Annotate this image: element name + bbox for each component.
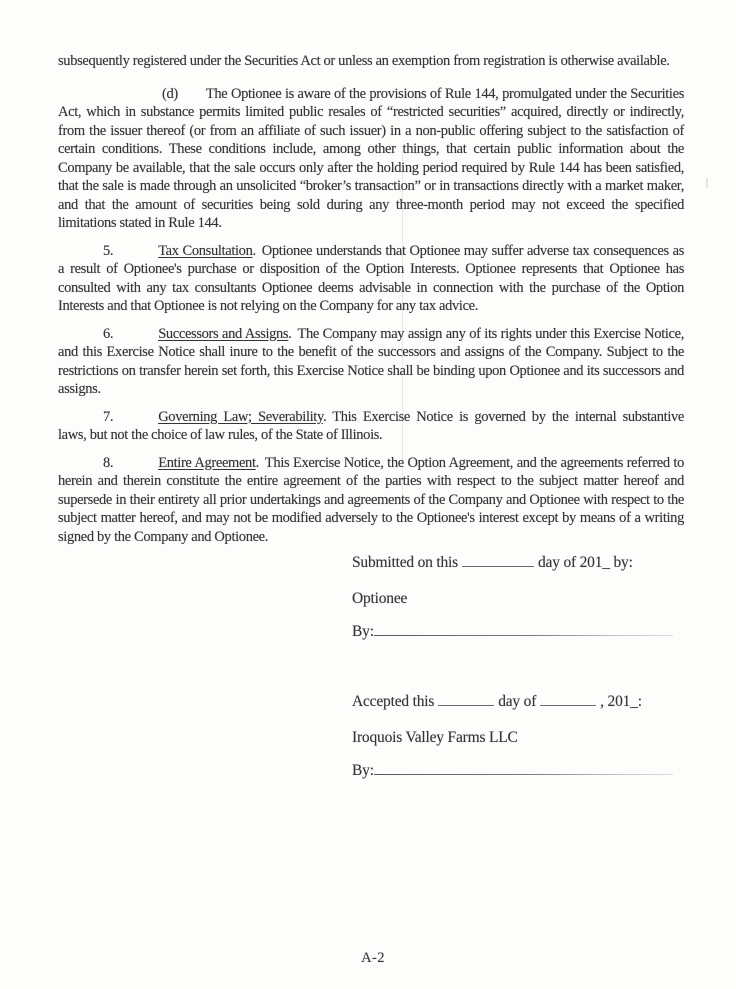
section-8-heading-period: . [255, 454, 259, 471]
section-6-successors-and-assigns [58, 325, 684, 399]
day-blank-line [462, 552, 534, 567]
optionee-party-label: Optionee [352, 590, 408, 607]
accepted-middle: day of [498, 693, 537, 710]
optionee-by-label: By: [352, 623, 374, 640]
section-5-heading-period: . [252, 242, 256, 259]
section-6-heading-period: . [288, 325, 292, 342]
section-5-text: Optionee understands that Optionee may suffer adverse tax consequences as a result of Optionee's purchase or disposition of the Option Interests. Optionee represents that Optionee has consulted with any tax consultants Optionee deems advisable in connection with the purchase of the Option Interests and that Optionee is not relying on the Company for any tax advice. [58, 242, 685, 314]
section-8-number: 8. [103, 454, 114, 471]
section-7-governing-law [58, 408, 684, 445]
section-6-number: 6. [103, 325, 114, 342]
accepted-date-line [352, 691, 684, 711]
accepted-prefix: Accepted this [352, 693, 435, 710]
section-7-number: 7. [103, 408, 114, 425]
section-5-tax-consultation [58, 242, 684, 316]
optionee-signature-blank-line [374, 622, 673, 636]
section-8-text: This Exercise Notice, the Option Agreement, and the agreements referred to herein and therein constitute the entire agreement of the parties with respect to the subject matter hereof and supersede in their entirety all prior undertakings and agreements of the Company and Optionee with respect to the subject matter hereof, and may not be modified adversely to the Optionee's interest except by means of a writing signed by the Company and Optionee. [58, 454, 685, 545]
section-7-heading-period: . [322, 408, 327, 425]
submitted-suffix: day of 201_ by: [537, 554, 633, 571]
section-8-entire-agreement [58, 454, 684, 547]
optionee-signature-line [352, 622, 684, 641]
section-7-text: This Exercise Notice is governed by the internal substantive laws, but not the choice of law rules, of the State of Illinois. [58, 408, 684, 443]
section-7-heading: Governing Law; Severability [158, 408, 323, 425]
section-6-text: The Company may assign any of its rights under this Exercise Notice, and this Exercise Notice shall inure to the benefit of the successors and assigns of the Company. Subject to the restrictions on transfer herein set forth, this Exercise Notice shall be binding upon Optionee and its successors and assigns. [58, 325, 684, 397]
section-5-heading: Tax Consultation [158, 242, 253, 259]
month-blank-line [540, 691, 596, 706]
accepted-suffix: , 201_: [600, 693, 642, 710]
submitted-date-line [352, 552, 684, 572]
company-signature-blank-line [374, 761, 673, 775]
submitted-prefix: Submitted on this [352, 554, 458, 571]
company-party-label: Iroquois Valley Farms LLC [352, 729, 518, 746]
signature-block-optionee [352, 552, 684, 641]
section-6-heading: Successors and Assigns [158, 325, 289, 342]
section-5-number: 5. [103, 242, 114, 259]
day-blank-line [438, 691, 494, 706]
paragraph-intro: subsequently registered under the Securities Act or unless an exemption from registration is otherwise available. [58, 53, 670, 69]
paragraph-d [58, 85, 684, 233]
company-signature-line [352, 761, 684, 780]
section-8-heading: Entire Agreement [158, 454, 256, 471]
paragraph-d-text: The Optionee is aware of the provisions of Rule 144, promulgated under the Securities Act, which in substance permits limited public resales of “restricted securities” acquired, directly or indirectly, from the issuer thereof (or from an affiliate of such issuer) in a non-public offering subject to the satisfaction of certain conditions. These conditions include, among other things, that certain public information about the Company be available, that the sale occurs only after the holding period required by Rule 144 has been satisfied, that the sale is made through an unsolicited “broker’s transaction” or in transactions directly with a market maker, and that the amount of securities being sold during any three-month period may not exceed the specified limitations stated in Rule 144. [58, 85, 684, 231]
page-number: A-2 [361, 950, 385, 966]
paragraph-d-marker: (d) [162, 85, 178, 102]
company-by-label: By: [352, 762, 374, 779]
signature-block-company [352, 691, 684, 780]
